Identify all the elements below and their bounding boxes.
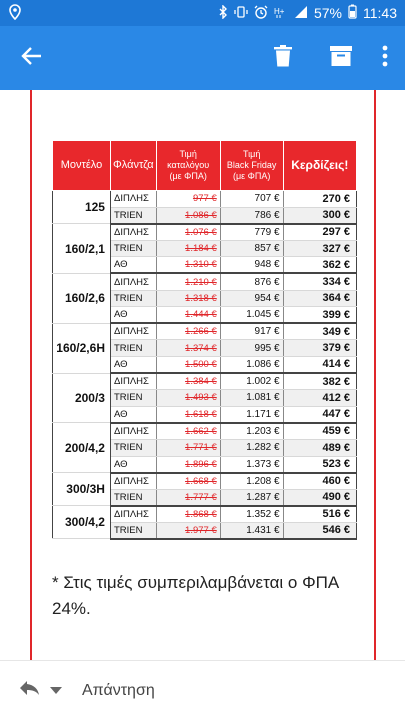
model-cell: 125 [53,191,111,224]
catalog-price-cell: 1.771 € [156,439,220,456]
catalog-price-cell: 1.086 € [156,207,220,224]
flange-cell: TRIEN [110,439,156,456]
flange-cell: TRIEN [110,207,156,224]
header-model: Μοντέλο [53,141,111,191]
bf-price-cell: 1.002 € [220,373,283,390]
more-options-button[interactable] [365,34,405,82]
flange-cell: TRIEN [110,489,156,506]
gain-cell: 412 € [283,390,356,407]
battery-icon [348,4,357,22]
reply-button[interactable]: Απάντηση [82,681,155,699]
bluetooth-icon [218,5,228,22]
bf-price-cell: 1.171 € [220,406,283,423]
back-button[interactable] [8,34,56,82]
price-table [52,140,357,540]
flange-cell: ΔΙΠΛΗΣ [110,323,156,340]
gain-cell: 349 € [283,323,356,340]
catalog-price-cell: 1.777 € [156,489,220,506]
app-bar [0,26,405,90]
flange-cell: ΑΘ [110,307,156,324]
gain-cell: 516 € [283,506,356,523]
table-row [53,506,357,523]
bf-price-cell: 1.352 € [220,506,283,523]
gain-cell: 460 € [283,473,356,490]
gain-cell: 490 € [283,489,356,506]
catalog-price-cell: 1.310 € [156,257,220,274]
table-row [53,273,357,290]
catalog-price-cell: 1.668 € [156,473,220,490]
bf-price-cell: 1.287 € [220,489,283,506]
archive-icon [330,46,352,71]
bf-price-cell: 779 € [220,224,283,241]
bf-price-cell: 1.045 € [220,307,283,324]
flange-cell: TRIEN [110,290,156,307]
model-cell: 200/4,2 [53,423,111,473]
gain-cell: 300 € [283,207,356,224]
table-row [53,224,357,241]
flange-cell: TRIEN [110,522,156,539]
clock: 11:43 [363,5,397,21]
catalog-price-cell: 1.896 € [156,456,220,473]
flange-cell: TRIEN [110,340,156,357]
header-catalog-price: Τιμή καταλόγου (με ΦΠΑ) [156,141,220,191]
gain-cell: 270 € [283,191,356,208]
catalog-price-cell: 1.868 € [156,506,220,523]
bf-price-cell: 1.081 € [220,390,283,407]
archive-button[interactable] [317,34,365,82]
header-bf-price: Τιμή Black Friday (με ΦΠΑ) [220,141,283,191]
model-cell: 300/3H [53,473,111,506]
catalog-price-cell: 1.076 € [156,224,220,241]
battery-percent: 57% [313,5,342,21]
arrow-left-icon [21,45,43,72]
reply-bar [0,660,405,720]
bf-price-cell: 1.282 € [220,439,283,456]
catalog-price-cell: 1.500 € [156,356,220,373]
delete-button[interactable] [259,34,307,82]
table-row [53,191,357,208]
model-cell: 160/2,6 [53,273,111,323]
header-flange: Φλάντζα [110,141,156,191]
gain-cell: 327 € [283,240,356,257]
gain-cell: 546 € [283,522,356,539]
gain-cell: 414 € [283,356,356,373]
catalog-price-cell: 1.318 € [156,290,220,307]
table-row [53,373,357,390]
table-row [53,323,357,340]
catalog-price-cell: 1.662 € [156,423,220,440]
gain-cell: 297 € [283,224,356,241]
signal-icon [294,5,308,22]
vibrate-icon [234,5,248,22]
frame-border-right [374,90,376,660]
flange-cell: TRIEN [110,240,156,257]
flange-cell: ΔΙΠΛΗΣ [110,473,156,490]
gain-cell: 523 € [283,456,356,473]
table-row [53,423,357,440]
reply-icon[interactable] [18,680,40,701]
flange-cell: ΔΙΠΛΗΣ [110,373,156,390]
bf-price-cell: 1.431 € [220,522,283,539]
catalog-price-cell: 1.384 € [156,373,220,390]
more-vert-icon [382,45,388,72]
catalog-price-cell: 1.444 € [156,307,220,324]
frame-border-left [30,90,32,660]
model-cell: 160/2,6H [53,323,111,373]
flange-cell: ΔΙΠΛΗΣ [110,423,156,440]
bf-price-cell: 995 € [220,340,283,357]
email-body[interactable] [0,90,405,660]
flange-cell: ΑΘ [110,456,156,473]
table-row [53,473,357,490]
table-header-row [53,141,357,191]
model-cell: 160/2,1 [53,224,111,274]
caret-down-icon[interactable] [50,682,62,700]
catalog-price-cell: 1.184 € [156,240,220,257]
vat-footnote: * Στις τιμές συμπεριλαμβάνεται ο ΦΠΑ 24%. [52,573,339,618]
bf-price-cell: 707 € [220,191,283,208]
gain-cell: 379 € [283,340,356,357]
flange-cell: ΔΙΠΛΗΣ [110,273,156,290]
gain-cell: 362 € [283,257,356,274]
bf-price-cell: 1.373 € [220,456,283,473]
trash-icon [274,45,292,72]
catalog-price-cell: 1.618 € [156,406,220,423]
svg-text:H+: H+ [273,6,285,16]
catalog-price-cell: 1.977 € [156,522,220,539]
catalog-price-cell: 977 € [156,191,220,208]
network-hplus-icon [274,5,288,22]
header-gain: Κερδίζεις! [283,141,356,191]
bf-price-cell: 786 € [220,207,283,224]
flange-cell: ΑΘ [110,356,156,373]
flange-cell: ΔΙΠΛΗΣ [110,191,156,208]
flange-cell: ΔΙΠΛΗΣ [110,506,156,523]
gain-cell: 447 € [283,406,356,423]
bf-price-cell: 1.203 € [220,423,283,440]
flange-cell: TRIEN [110,390,156,407]
gain-cell: 399 € [283,307,356,324]
location-icon [8,4,22,23]
bf-price-cell: 857 € [220,240,283,257]
gain-cell: 334 € [283,273,356,290]
bf-price-cell: 1.086 € [220,356,283,373]
flange-cell: ΑΘ [110,257,156,274]
gain-cell: 459 € [283,423,356,440]
model-cell: 200/3 [53,373,111,423]
bf-price-cell: 876 € [220,273,283,290]
catalog-price-cell: 1.210 € [156,273,220,290]
bf-price-cell: 954 € [220,290,283,307]
catalog-price-cell: 1.374 € [156,340,220,357]
catalog-price-cell: 1.266 € [156,323,220,340]
bf-price-cell: 917 € [220,323,283,340]
status-bar [0,0,405,26]
catalog-price-cell: 1.493 € [156,390,220,407]
alarm-icon [254,5,268,22]
gain-cell: 489 € [283,439,356,456]
bf-price-cell: 948 € [220,257,283,274]
gain-cell: 382 € [283,373,356,390]
flange-cell: ΔΙΠΛΗΣ [110,224,156,241]
flange-cell: ΑΘ [110,406,156,423]
model-cell: 300/4,2 [53,506,111,539]
bf-price-cell: 1.208 € [220,473,283,490]
gain-cell: 364 € [283,290,356,307]
